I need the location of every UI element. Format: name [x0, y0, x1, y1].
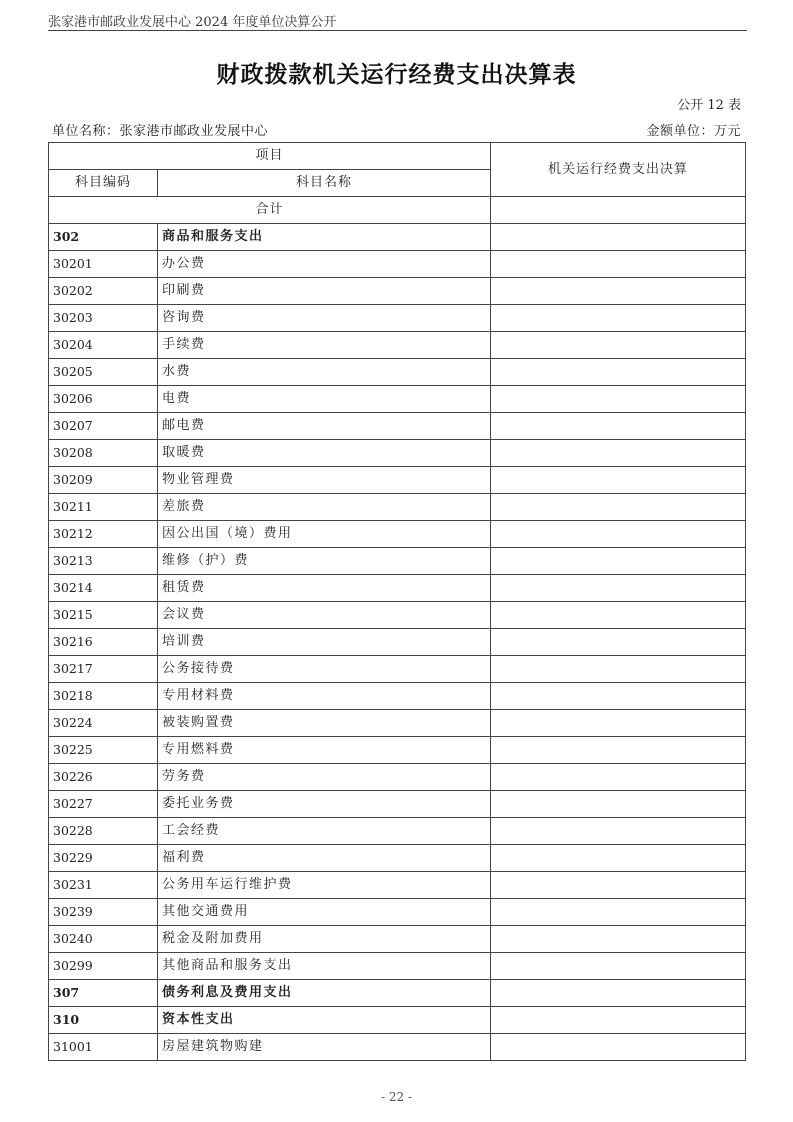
- value-cell: [491, 305, 746, 332]
- code-cell: 30225: [49, 737, 158, 764]
- value-cell: [491, 791, 746, 818]
- value-cell: [491, 764, 746, 791]
- table-row: [49, 737, 746, 764]
- table-row: [49, 386, 746, 413]
- table-row: [49, 332, 746, 359]
- value-cell: [491, 467, 746, 494]
- code-cell: 30216: [49, 629, 158, 656]
- name-cell: 委托业务费: [158, 791, 491, 818]
- total-row: [49, 197, 746, 224]
- table-row: [49, 710, 746, 737]
- table-row: [49, 764, 746, 791]
- value-cell: [491, 521, 746, 548]
- amount-unit-label: 金额单位：万元: [646, 124, 741, 139]
- name-cell: 福利费: [158, 845, 491, 872]
- code-cell: 30212: [49, 521, 158, 548]
- code-cell: 30203: [49, 305, 158, 332]
- name-cell: 资本性支出: [158, 1007, 491, 1034]
- code-cell: 30209: [49, 467, 158, 494]
- value-cell: [491, 332, 746, 359]
- header-name-cell: 科目名称: [158, 170, 491, 197]
- table-row: [49, 953, 746, 980]
- code-cell: 30229: [49, 845, 158, 872]
- table-row: [49, 359, 746, 386]
- name-cell: 取暖费: [158, 440, 491, 467]
- table-row: [49, 440, 746, 467]
- name-cell: 培训费: [158, 629, 491, 656]
- value-cell: [491, 845, 746, 872]
- value-cell: [491, 575, 746, 602]
- table-row: [49, 656, 746, 683]
- value-cell: [491, 359, 746, 386]
- name-cell: 咨询费: [158, 305, 491, 332]
- header-row-item: [49, 143, 746, 170]
- code-cell: 30218: [49, 683, 158, 710]
- document-title: 财政拨款机关运行经费支出决算表: [216, 61, 577, 88]
- name-cell: 其他商品和服务支出: [158, 953, 491, 980]
- table-row: [49, 1034, 746, 1061]
- value-cell: [491, 224, 746, 251]
- value-cell: [491, 278, 746, 305]
- table-section-row: [49, 980, 746, 1007]
- table-row: [49, 818, 746, 845]
- header-value-cell: 机关运行经费支出决算: [491, 143, 746, 197]
- table-row: [49, 548, 746, 575]
- name-cell: 会议费: [158, 602, 491, 629]
- name-cell: 办公费: [158, 251, 491, 278]
- table-row: [49, 467, 746, 494]
- code-cell: 30239: [49, 899, 158, 926]
- code-cell: 30214: [49, 575, 158, 602]
- table-row: [49, 278, 746, 305]
- name-cell: 工会经费: [158, 818, 491, 845]
- name-cell: 手续费: [158, 332, 491, 359]
- table-row: [49, 602, 746, 629]
- value-cell: [491, 899, 746, 926]
- code-cell: 30226: [49, 764, 158, 791]
- name-cell: 被装购置费: [158, 710, 491, 737]
- code-cell: 30207: [49, 413, 158, 440]
- name-cell: 公务用车运行维护费: [158, 872, 491, 899]
- name-cell: 差旅费: [158, 494, 491, 521]
- name-cell: 印刷费: [158, 278, 491, 305]
- code-cell: 30206: [49, 386, 158, 413]
- value-cell: [491, 953, 746, 980]
- name-cell: 邮电费: [158, 413, 491, 440]
- name-cell: 维修（护）费: [158, 548, 491, 575]
- value-cell: [491, 926, 746, 953]
- value-cell: [491, 602, 746, 629]
- code-cell: 31001: [49, 1034, 158, 1061]
- name-cell: 公务接待费: [158, 656, 491, 683]
- table-section-row: [49, 224, 746, 251]
- value-cell: [491, 1034, 746, 1061]
- name-cell: 税金及附加费用: [158, 926, 491, 953]
- name-cell: 房屋建筑物购建: [158, 1034, 491, 1061]
- name-cell: 水费: [158, 359, 491, 386]
- value-cell: [491, 629, 746, 656]
- code-cell: 30227: [49, 791, 158, 818]
- value-cell: [491, 386, 746, 413]
- table-row: [49, 305, 746, 332]
- value-cell: [491, 251, 746, 278]
- table-row: [49, 413, 746, 440]
- code-cell: 30201: [49, 251, 158, 278]
- table-row: [49, 521, 746, 548]
- table-row: [49, 872, 746, 899]
- expenditure-table: [48, 142, 746, 1061]
- table-row: [49, 251, 746, 278]
- value-cell: [491, 818, 746, 845]
- header-item-cell: 项目: [49, 143, 491, 170]
- code-cell: 30299: [49, 953, 158, 980]
- page-number: - 22 -: [380, 1090, 412, 1104]
- value-cell: [491, 548, 746, 575]
- name-cell: 电费: [158, 386, 491, 413]
- code-cell: 310: [49, 1007, 158, 1034]
- table-row: [49, 899, 746, 926]
- value-cell: [491, 1007, 746, 1034]
- table-row: [49, 926, 746, 953]
- code-cell: 30224: [49, 710, 158, 737]
- code-cell: 307: [49, 980, 158, 1007]
- value-cell: [491, 737, 746, 764]
- code-cell: 30231: [49, 872, 158, 899]
- total-value-cell: [491, 197, 746, 224]
- code-cell: 30228: [49, 818, 158, 845]
- code-cell: 30213: [49, 548, 158, 575]
- code-cell: 30240: [49, 926, 158, 953]
- header-code-cell: 科目编码: [49, 170, 158, 197]
- code-cell: 30205: [49, 359, 158, 386]
- value-cell: [491, 710, 746, 737]
- code-cell: 30202: [49, 278, 158, 305]
- header-rule: [48, 30, 747, 31]
- value-cell: [491, 980, 746, 1007]
- table-row: [49, 683, 746, 710]
- code-cell: 30211: [49, 494, 158, 521]
- table-section-row: [49, 1007, 746, 1034]
- name-cell: 因公出国（境）费用: [158, 521, 491, 548]
- table-row: [49, 629, 746, 656]
- table-row: [49, 845, 746, 872]
- running-header: 张家港市邮政业发展中心 2024 年度单位决算公开: [48, 15, 337, 30]
- code-cell: 30208: [49, 440, 158, 467]
- name-cell: 专用材料费: [158, 683, 491, 710]
- name-cell: 其他交通费用: [158, 899, 491, 926]
- name-cell: 租赁费: [158, 575, 491, 602]
- code-cell: 30204: [49, 332, 158, 359]
- name-cell: 专用燃料费: [158, 737, 491, 764]
- value-cell: [491, 413, 746, 440]
- value-cell: [491, 656, 746, 683]
- table-row: [49, 494, 746, 521]
- unit-name-label: 单位名称：张家港市邮政业发展中心: [52, 124, 269, 139]
- value-cell: [491, 494, 746, 521]
- code-cell: 302: [49, 224, 158, 251]
- code-cell: 30215: [49, 602, 158, 629]
- value-cell: [491, 683, 746, 710]
- name-cell: 劳务费: [158, 764, 491, 791]
- table-row: [49, 575, 746, 602]
- value-cell: [491, 872, 746, 899]
- table-number: 公开 12 表: [677, 98, 741, 113]
- name-cell: 物业管理费: [158, 467, 491, 494]
- code-cell: 30217: [49, 656, 158, 683]
- name-cell: 商品和服务支出: [158, 224, 491, 251]
- table-row: [49, 791, 746, 818]
- value-cell: [491, 440, 746, 467]
- name-cell: 债务利息及费用支出: [158, 980, 491, 1007]
- total-label-cell: 合计: [49, 197, 491, 224]
